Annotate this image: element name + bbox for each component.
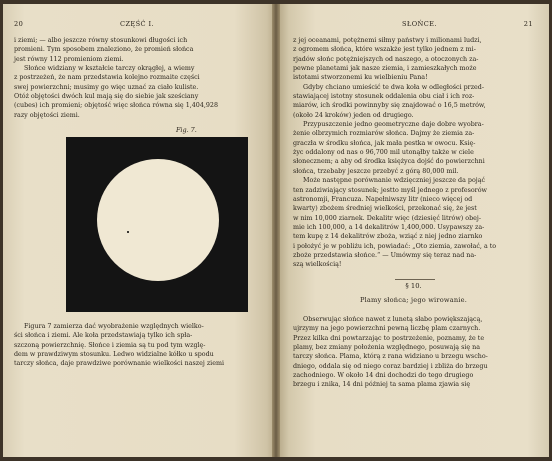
text-line: żenie olbrzymich rozmiarów słońca. Dajmy że ziemia za-	[293, 130, 475, 138]
text-line: stawiającej istotny stosunek oddalenia obu ciał i ich roz-	[293, 93, 475, 101]
text-line: istotami stworzonemi ku wielbieniu Pana!	[293, 74, 428, 82]
text-line: Przypuszczenie jedno geometryczne daje dobre wyobra-	[303, 121, 484, 129]
text-line: pewne planetami jak nasze ziemia, i zamieszkałych może	[293, 65, 477, 73]
text-line: szczoną powierzchnię. Słońce i ziemia są tu pod tym wzglę-	[14, 341, 206, 349]
text-line: Słońce widziany w kształcie tarczy okrągłej, a wiemy	[24, 65, 195, 73]
right-page-content	[278, 0, 549, 461]
text-line: swej powierzchni; musimy go więc uznać za ciało kuliste.	[14, 83, 199, 91]
text-line: (cubes) ich promieni; objętość więc słońca równa się 1,404,928	[14, 102, 218, 110]
text-line: miarów, ich środki powinnyby się znajdować o 16,5 metrów,	[293, 102, 486, 110]
text-line: dniego, oddala się od niego coraz bardziej i zbliża do brzegu	[293, 362, 488, 370]
section-title: Plamy słońca; jego wirowanie.	[359, 296, 468, 304]
text-line: razy objętości ziemi.	[14, 111, 80, 119]
text-line: Figura 7 zamierza dać wyobrażenie względnych wielko-	[24, 323, 204, 330]
text-line: zboże przedstawia słońce.“ — Umówmy się teraz nad na-	[293, 251, 477, 259]
text-line: życ oddalony od nas o 96,700 mil utonąłby także w ciele	[293, 149, 474, 157]
text-line: Otóż objętości dwóch kul mają się do siebie jak sześciany	[14, 93, 199, 101]
earth-dot	[127, 231, 129, 233]
right-page-number: 21	[523, 20, 533, 28]
text-line: rjadów słońc potężniejszych od naszego, a otoczonych za-	[293, 55, 479, 63]
text-line: astronomji, Francuza. Napełniwszy litr (nieco więcej od	[293, 195, 473, 203]
text-line: w nim 10,000 ziarnek. Dekalitr więc (dziesięć litrów) obej-	[293, 214, 482, 222]
right-page-text-top	[293, 36, 536, 270]
section-number: § 10.	[405, 282, 422, 290]
text-line: mie ich 100,000, a 14 dekalitrów 1,400,000. Usypawszy za-	[293, 223, 485, 231]
text-line: Może następne porównanie wdzięczniej jeszcze da pojąć	[303, 177, 486, 185]
right-page-text-bottom	[293, 315, 536, 390]
text-line: kwarty) zbożem średniej wielkości, przekonać się, że jest	[293, 205, 477, 213]
text-line: ujrzymy na jego powierzchni pewną liczbę plam czarnych.	[293, 325, 481, 333]
text-line: słonecznem; a aby od środka księżyca dojść do powierzchni	[293, 158, 485, 166]
text-line: tarczy słońca. Plama, którą z rana widziano u brzegu wscho-	[293, 353, 488, 361]
left-page-text-top	[14, 36, 262, 120]
text-line: słońca, trzebaby jeszcze przebyć z górą 80,000 mil.	[293, 167, 459, 175]
text-line: (około 24 kroków) jeden od drugiego.	[293, 111, 414, 119]
text-line: Obserwując słońce nawet z lunetą słabo powiększającą,	[303, 316, 483, 323]
text-line: tarczy słońca, daje prawdziwe porównanie wielkości naszej ziemi	[14, 360, 225, 368]
text-line: tem kupę z 14 dekalitrów zboża, wziąć z niej jedno ziarnko	[293, 233, 483, 241]
right-running-head: SŁOŃCE.	[402, 20, 437, 28]
sun-earth-figure	[66, 137, 248, 312]
text-line: graczła w środku słońca, jak mała pestka w owocu. Księ-	[293, 139, 476, 147]
text-line: plamy, bez zmiany położenia względnego, posuwają się na	[293, 344, 481, 352]
text-line: ten zadziwiający stosunek; jestto myśl jednego z profesorów	[293, 186, 487, 194]
text-line: jest równy 112 promieniom ziemi.	[14, 55, 124, 63]
text-line: i położyć je w pobliżu ich, powiadać: „Oto ziemia, zawołać, a to	[293, 242, 497, 250]
text-line: zachodniego. W około 14 dni dochodzi do tego drugiego	[293, 372, 474, 380]
sun-disc	[97, 159, 219, 281]
text-line: Gdyby chciano umieścić te dwa koła w odległości przed-	[303, 83, 485, 91]
text-line: z postrzeżeń, że nam przedstawia kolejno rozmaite części	[14, 74, 200, 82]
text-line: Przez kilka dni powtarzając to postrzeżenie, poznamy, że te	[293, 334, 485, 342]
text-line: z ogromem słońca, które wszakże jest tylko jednem z mi-	[293, 46, 476, 54]
text-line: szą wielkością!	[293, 261, 342, 269]
text-line: i ziemi; — albo jeszcze równy stosunkowi długości ich	[14, 37, 188, 44]
text-line: promieni. Tym sposobem znaleziono, że promień słońca	[14, 46, 194, 54]
left-running-head: CZĘŚĆ I.	[120, 20, 154, 28]
text-line: brzegu i znika, 14 dni później ta sama plama zjawia się	[293, 381, 471, 389]
left-page-text-bottom	[14, 322, 262, 369]
left-page-number: 20	[14, 20, 24, 28]
text-line: z jej oceanami, potężnemi siłmy państwy i milionami ludzi,	[293, 37, 482, 44]
text-line: dem w prawdziwym stosunku. Ledwo widzialne kółko u spodu	[14, 351, 214, 359]
section-divider-rule	[395, 279, 435, 280]
text-line: ści słońca i ziemi. Ale koła przedstawiają tylko ich spła-	[14, 332, 193, 340]
figure-caption: Fig. 7.	[176, 126, 197, 134]
